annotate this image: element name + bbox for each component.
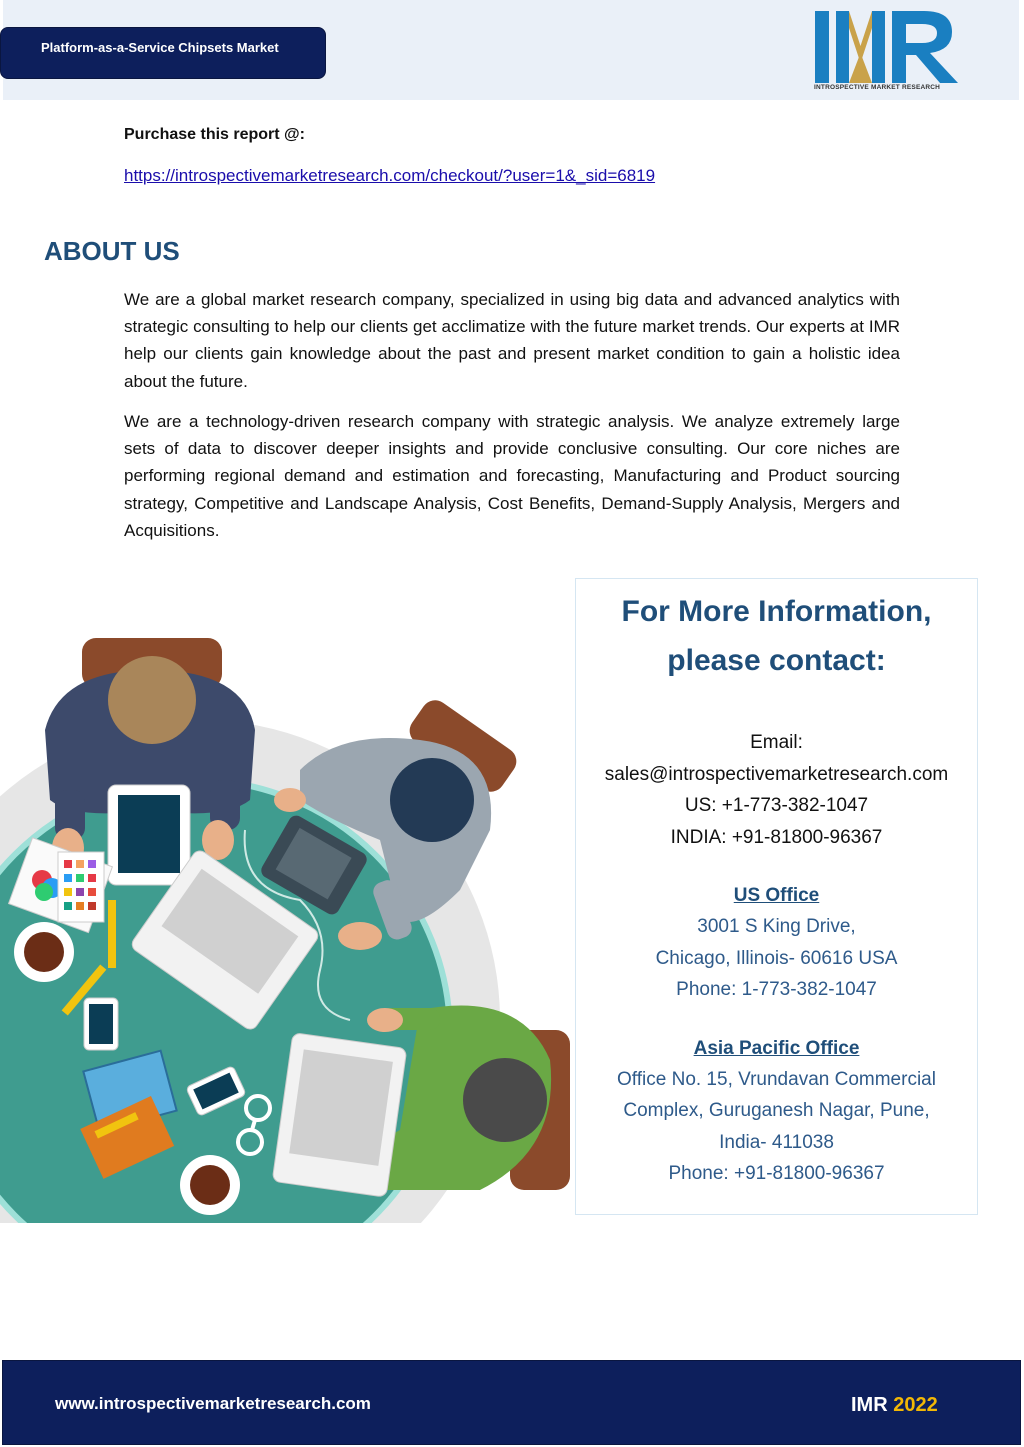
contact-title-line2: please contact:: [667, 644, 886, 677]
contact-title-line1: For More Information,: [621, 595, 932, 628]
purchase-link[interactable]: https://introspectivemarketresearch.com/checkout/?user=1&_sid=6819: [124, 166, 656, 185]
footer-brand: [851, 1394, 938, 1417]
footer-brand-name: IMR: [851, 1394, 888, 1416]
india-phone: INDIA: +91-81800-96367: [670, 827, 883, 848]
logo-caption: INTROSPECTIVE MARKET RESEARCH: [814, 84, 941, 91]
us-office-heading: US Office: [733, 885, 820, 906]
report-title-badge: Platform-as-a-Service Chipsets Market: [0, 27, 326, 79]
us-office-line2: Chicago, Illinois- 60616 USA: [655, 948, 898, 969]
email-label: Email:: [750, 732, 803, 753]
us-phone: US: +1-773-382-1047: [684, 795, 869, 816]
us-office-line1: 3001 S King Drive,: [697, 916, 856, 937]
logo-letter-r: [892, 11, 958, 83]
footer-website-link[interactable]: www.introspectivemarketresearch.com: [55, 1394, 371, 1413]
contact-box: [575, 578, 978, 1215]
pencil: [108, 900, 116, 968]
asia-office-line1: Office No. 15, Vrundavan Commercial: [617, 1069, 936, 1090]
asia-office-line3: India- 411038: [719, 1132, 834, 1153]
email-address[interactable]: sales@introspectivemarketresearch.com: [604, 764, 949, 785]
asia-office-line2: Complex, Guruganesh Nagar, Pune,: [623, 1100, 930, 1121]
us-office-phone: Phone: 1-773-382-1047: [676, 979, 877, 1000]
asia-office-heading: Asia Pacific Office: [693, 1038, 860, 1059]
coffee-cup-icon-2: [180, 1155, 240, 1215]
about-heading: ABOUT US: [44, 236, 180, 266]
coffee-cup-icon: [14, 922, 74, 982]
footer-year: 2022: [893, 1394, 938, 1416]
imr-logo: [812, 8, 962, 96]
asia-office-phone: Phone: +91-81800-96367: [668, 1163, 885, 1184]
logo-letter-m: [836, 11, 885, 83]
purchase-label: Purchase this report @:: [124, 126, 305, 143]
contact-title: [576, 587, 977, 685]
logo-letter-i: [815, 11, 829, 83]
footer-bar: [2, 1360, 1021, 1445]
team-meeting-illustration: [0, 630, 575, 1223]
about-paragraph-1: We are a global market research company, specialized in using big data and advanced analytics with strategic consulting to help our clients get acclimatize with the future market trends. Our experts at IMR help our clients gain knowledge about the past and present market condition to gain a holistic idea about the future.: [124, 290, 900, 391]
about-paragraph-2: We are a technology-driven research company with strategic analysis. We analyze extremely large sets of data to discover deeper insights and provide conclusive consulting. Our core niches are performing regional demand and estimation and forecasting, Manufacturing and Product sourcing strategy, Competitive and Landscape Analysis, Cost Benefits, Demand-Supply Analysis, Mergers and Acquisitions.: [124, 412, 900, 540]
